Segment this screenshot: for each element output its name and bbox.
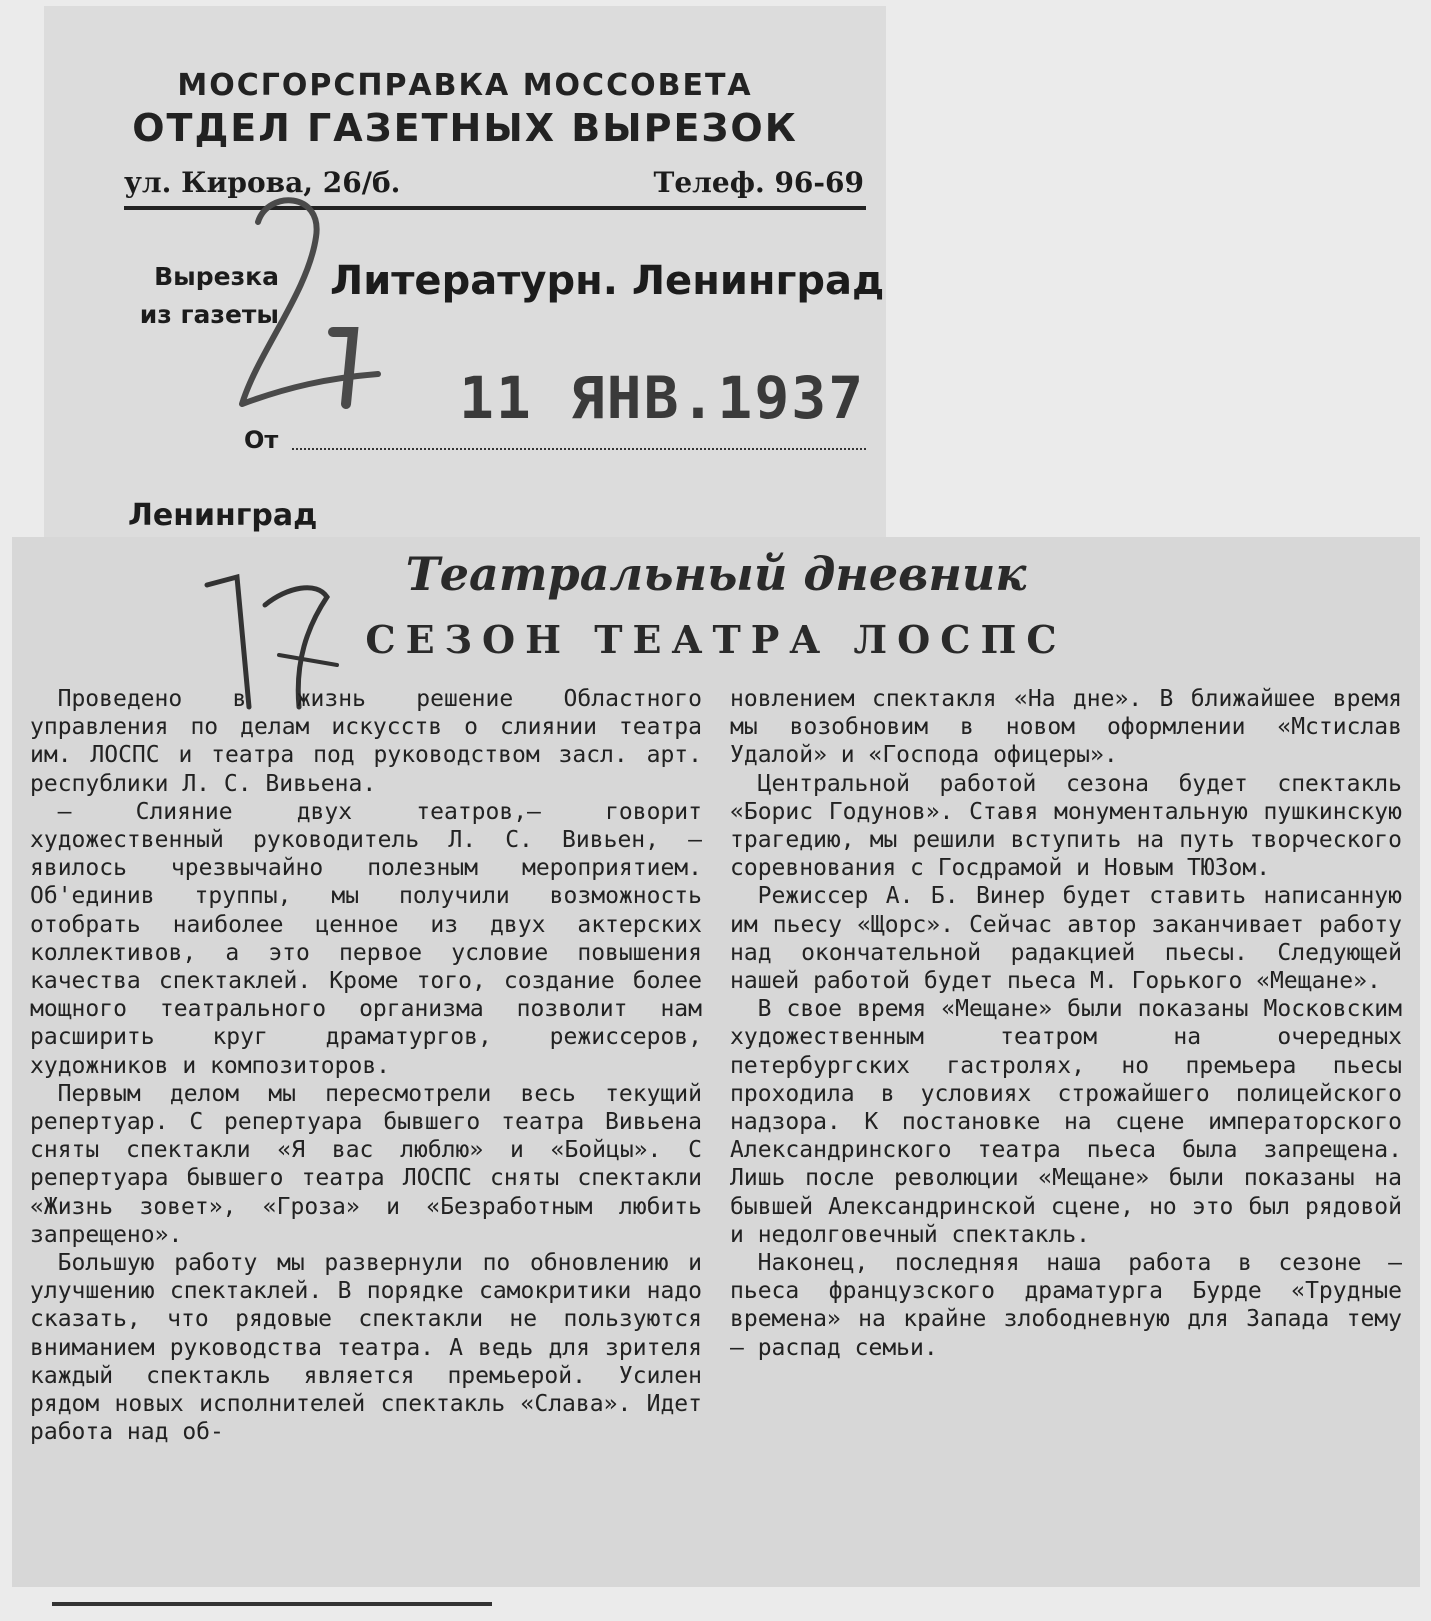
date-stamp: 11 ЯНВ.1937 (459, 364, 866, 432)
article-paragraph: Проведено в жизнь решение Областного управления по делам искусств о слиянии театра им. ЛОСПС и театра под руководством засл. арт. республики Л. С. Вивьена. (30, 686, 702, 797)
section-title: Театральный дневник (405, 547, 1027, 601)
from-label: От (244, 426, 279, 454)
newspaper-name: Литературн. Ленинград (330, 258, 885, 304)
article-paragraph: Наконец, последняя наша работа в сезоне — пьеса французского драматурга Бурде «Трудные времена» на крайне злободневную для Запада тему — распад семьи. (730, 1250, 1402, 1361)
article-headline: СЕЗОН ТЕАТРА ЛОСПС (365, 617, 1067, 662)
clipping-label-line-1: Вырезка (154, 262, 279, 291)
article-paragraph: Первым делом мы пересмотрели весь текущий репертуар. С репертуара бывшего театра Вивьена сняты спектакли «Я вас люблю» и «Бойцы». С репертуара бывшего театра ЛОСПС сняты спектакли «Жизнь зовет», «Гроза» и «Безработным любить запрещено». (30, 1080, 702, 1248)
article-column-1 (30, 685, 702, 1446)
phone-text: Телеф. 96-69 (653, 166, 864, 199)
handwritten-number-2 (228, 182, 388, 432)
from-fill-line (292, 448, 866, 450)
department-name: ОТДЕЛ ГАЗЕТНЫХ ВЫРЕЗОК (132, 106, 798, 150)
city-name: Ленинград (128, 498, 318, 533)
article-paragraph: В свое время «Мещане» были показаны Московским художественным театром на очередных петербургских гастролях, но премьера пьесы проходила в условиях строжайшего полицейского надзора. К постановке на сцене императорского Александринского театра пьеса была запрещена. Лишь после революции «Мещане» были показаны на бывшей Александринской сцене, но это был рядовой и недолговечный спектакль. (730, 996, 1402, 1248)
article-paragraph: Режиссер А. Б. Винер будет ставить написанную им пьесу «Щорс». Сейчас автор заканчивает работу над окончательной радакцией пьесы. Следующей нашей работой будет пьеса М. Горького «Мещане». (730, 883, 1402, 995)
article-paragraph: Центральной работой сезона будет спектакль «Борис Годунов». Ставя монументальную пушкинскую трагедию, мы решили вступить на путь творческого соревнования с Госдрамой и Новым ТЮЗом. (730, 770, 1402, 882)
article-column-2 (730, 685, 1402, 1362)
article-paragraph: — Слияние двух театров,— говорит художественный руководитель Л. С. Вивьен, — явилось чрезвычайно полезным мероприятием. Об'единив труппы, мы получили возможность отобрать наиболее ценное из двух актерских коллективов, а это первое условие повышения качества спектаклей. Кроме того, создание более мощного театрального организма позволит нам расширить круг драматургов, режиссеров, художников и композиторов. (30, 798, 702, 1079)
bureau-name: МОСГОРСПРАВКА МОССОВЕТА (177, 68, 753, 103)
address-text: ул. Кирова, 26/б. (124, 166, 401, 199)
article-paragraph: Большую работу мы развернули по обновлению и улучшению спектаклей. В порядке самокритики надо сказать, что рядовые спектакли не пользуются вниманием руководства театра. А ведь для зрителя каждый спектакль является премьерой. Усилен рядом новых исполнителей спектакль «Слава». Идет работа над об- (30, 1250, 702, 1446)
article-paragraph: новлением спектакля «На дне». В ближайшее время мы возобновим в новом оформлении «Мстислав Удалой» и «Господа офицеры». (730, 686, 1402, 769)
clipping-label-line-2: из газеты (139, 300, 279, 329)
clipping-bureau-label (44, 6, 886, 551)
newspaper-clipping (12, 537, 1420, 1587)
bottom-rule (52, 1602, 492, 1606)
